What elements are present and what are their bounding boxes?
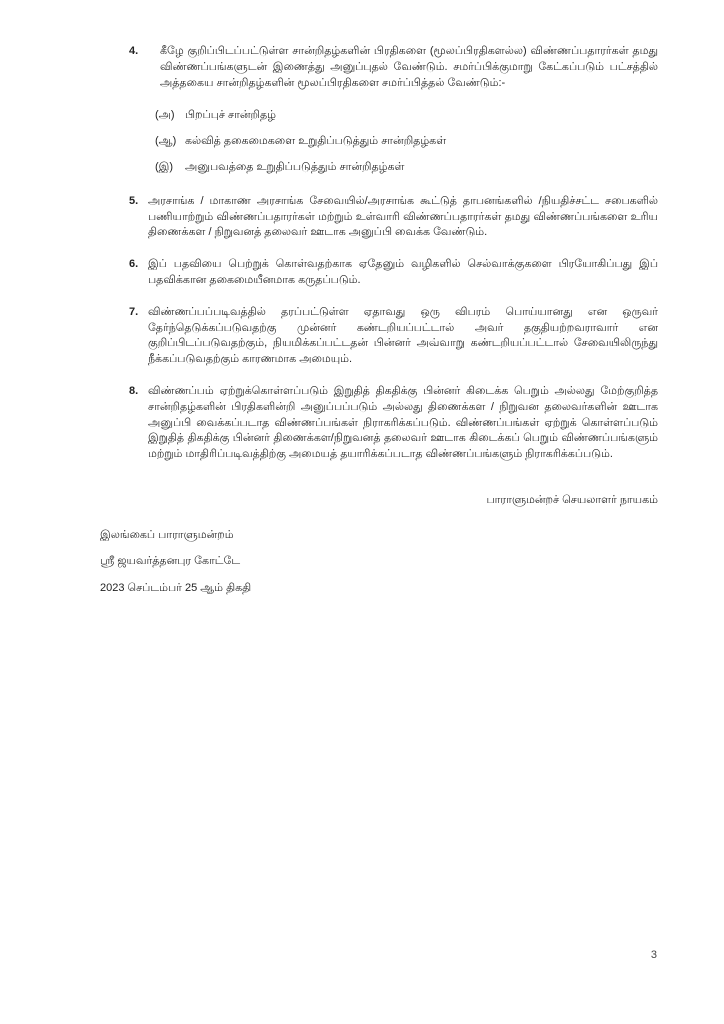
item-text: கீழே குறிப்பிடப்பட்டுள்ள சான்றிதழ்களின் பிரதிகளை (மூலப்பிரதிகளல்ல) விண்ணப்பதாரர்கள் தமது விண்ணப்பங்களுடன் இணைத்து அனுப்புதல் வேண்டும். சமர்ப்பிக்குமாறு கேட்கப்படும் பட்சத்தில் அத்தகைய சான்றிதழ்களின் மூலப்பிரதிகளை சமர்ப்பித்தல் வேண்டும்:- [160, 45, 658, 89]
page-number: 3 [650, 949, 657, 961]
certificate-list-item [155, 134, 658, 150]
numbered-item-6 [129, 257, 658, 289]
numbered-item-7 [129, 305, 658, 368]
date-line: 2023 செப்டம்பர் 25 ஆம் திகதி [100, 581, 252, 594]
list-item-text: கல்வித் தகைமைகளை உறுதிப்படுத்தும் சான்றிதழ்கள் [185, 135, 447, 148]
list-item-text: பிறப்புச் சான்றிதழ் [185, 109, 277, 122]
item-text: இப் பதவியை பெற்றுக் கொள்வதற்காக ஏதேனும் வழிகளில் செல்வாக்குகளை பிரயோகிப்பது இப் பதவிக்கான தகைமையீனமாக கருதப்படும். [148, 258, 658, 286]
numbered-item-5 [129, 194, 658, 241]
item-text: விண்ணப்பப்படிவத்தில் தரப்பட்டுள்ள ஏதாவது ஒரு விபரம் பொய்யானது என ஒருவர் தேர்ந்தெடுக்கப்படுவதற்கு முன்னர் கண்டறியப்பட்டால் அவர் தகுதியற்றவராவார் என குறிப்பிடப்படுவதற்கும், நியமிக்கப்பட்டதன் பின்னர் அவ்வாறு கண்டறியப்பட்டால் சேவையிலிருந்து நீக்கப்படுவதற்கும் காரணமாக அமையும். [148, 305, 658, 366]
list-marker: (இ) [155, 160, 174, 173]
numbered-item-8 [129, 384, 658, 463]
certificate-list [155, 108, 658, 175]
numbered-item-4 [129, 44, 658, 91]
list-marker: (அ) [155, 109, 175, 122]
list-marker: (ஆ) [155, 135, 177, 148]
location-line: ஸ்ரீ ஜயவர்த்தனபுர கோட்டே [100, 555, 241, 568]
letter-footer [100, 528, 251, 607]
item-number: 8. [129, 384, 139, 397]
institution-name: இலங்கைப் பாராளுமன்றம் [100, 529, 234, 541]
item-number: 5. [129, 194, 139, 207]
document-body [129, 44, 658, 509]
certificate-list-item [155, 160, 658, 176]
item-text: விண்ணப்பம் ஏற்றுக்கொள்ளப்படும் இறுதித் திகதிக்கு பின்னர் கிடைக்க பெறும் அல்லது மேற்குறித்த சான்றிதழ்களின் பிரதிகளின்றி அனுப்பப்படும் அல்லது திணைக்கள / நிறுவன தலைவர்களின் ஊடாக அனுப்பி வைக்கப்படாத விண்ணப்பங்கள் நிராகரிக்கப்படும். விண்ணப்பங்கள் ஏற்றுக் கொள்ளப்படும் இறுதித் திகதிக்கு பின்னர் திணைக்கள/நிறுவனத் தலைவர் ஊடாக கிடைக்கப் பெறும் விண்ணப்பங்களும் மற்றும் மாதிரிப்படிவத்திற்கு அமையத் தயாரிக்கப்படாத விண்ணப்பங்களும் நிராகரிக்கப்படும். [148, 384, 658, 461]
list-item-text: அனுபவத்தை உறுதிப்படுத்தும் சான்றிதழ்கள் [185, 160, 405, 173]
certificate-list-item [155, 108, 658, 124]
item-number: 7. [129, 305, 139, 318]
item-text: அரசாங்க / மாகாண அரசாங்க சேவையில்/அரசாங்க கூட்டுத் தாபனங்களில் /நியதிச்சட்ட சபைகளில் பணியாற்றும் விண்ணப்பதாரர்கள் மற்றும் உள்வாரி விண்ணப்பதாரர்கள் தமது விண்ணப்பங்களை உரிய திணைக்கள / நிறுவனத் தலைவர் ஊடாக அனுப்பி வைக்க வேண்டும். [148, 194, 658, 239]
signatory-title: பாராளுமன்றச் செயலாளர் நாயகம் [486, 493, 658, 506]
item-number: 4. [129, 45, 139, 57]
item-number: 6. [129, 258, 139, 271]
